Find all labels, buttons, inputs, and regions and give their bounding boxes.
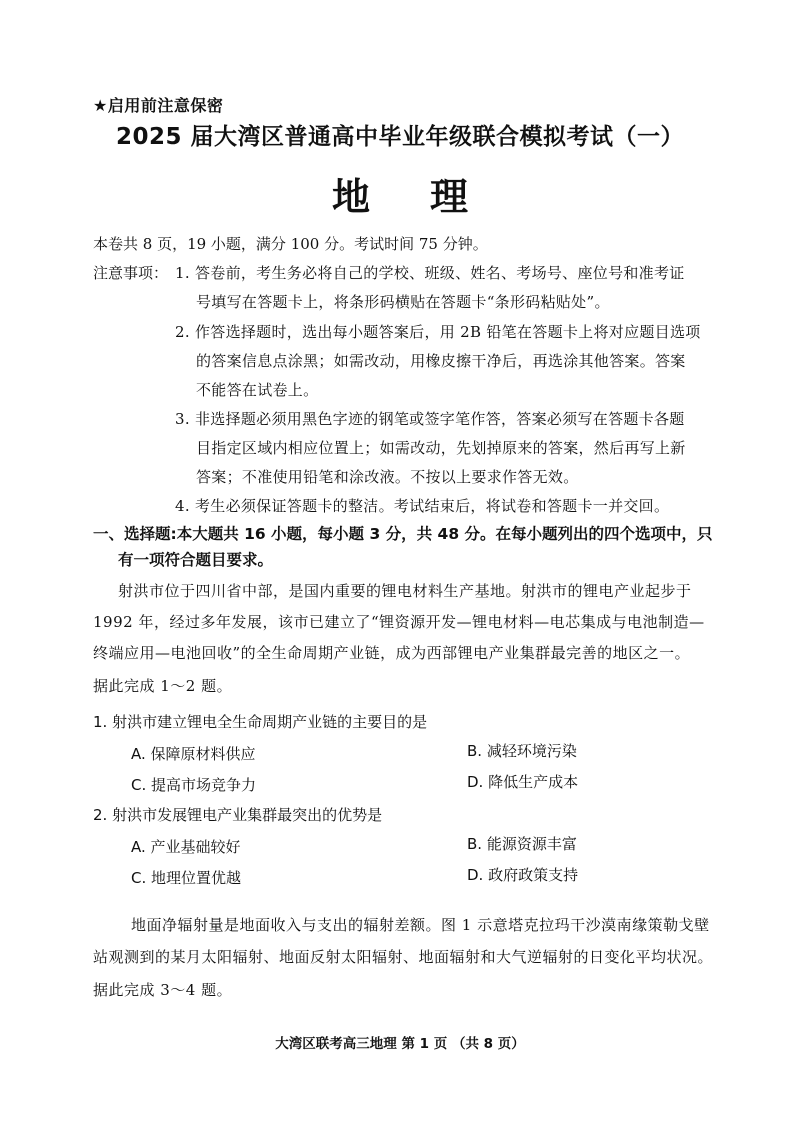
note-3-line-1: 3. 非选择题必须用黑色字迹的钢笔或签字笔作答，答案必须写在答题卡各题 (175, 410, 685, 428)
passage2-line-1: 地面净辐射量是地面收入与支出的辐射差额。图 1 示意塔克拉玛干沙漠南缘策勒戈壁 (131, 916, 710, 934)
question-2-option-c[interactable]: C. 地理位置优越 (131, 869, 242, 887)
note-2-line-2: 的答案信息点涂黑；如需改动，用橡皮擦干净后，再选涂其他答案。答案 (196, 352, 686, 370)
question-1-stem: 1. 射洪市建立锂电全生命周期产业链的主要目的是 (93, 713, 428, 731)
subject-title (0, 166, 800, 221)
note-3-line-3: 答案；不准使用铅笔和涂改液。不按以上要求作答无效。 (196, 468, 579, 486)
passage1-instruction: 据此完成 1～2 题。 (93, 677, 233, 695)
confidential-mark: ★启用前注意保密 (93, 96, 224, 115)
question-2-stem: 2. 射洪市发展锂电产业集群最突出的优势是 (93, 806, 383, 824)
notes-label: 注意事项： (93, 264, 169, 282)
note-2-line-3: 不能答在试卷上。 (196, 381, 319, 399)
passage2-line-2: 站观测到的某月太阳辐射、地面反射太阳辐射、地面辐射和大气逆辐射的日变化平均状况。 (93, 948, 714, 966)
section-heading-cont: 有一项符合题目要求。 (118, 551, 274, 569)
section-heading: 一、选择题:本大题共 16 小题，每小题 3 分，共 48 分。在每小题列出的四个选项中，只 (93, 525, 713, 543)
question-2-option-a[interactable]: A. 产业基础较好 (131, 838, 241, 856)
question-1-option-c[interactable]: C. 提高市场竞争力 (131, 776, 257, 794)
question-1-option-a[interactable]: A. 保障原材料供应 (131, 745, 256, 763)
passage1-line-3: 终端应用—电池回收”的全生命周期产业链，成为西部锂电产业集群最完善的地区之一。 (93, 644, 691, 662)
page-footer: 大湾区联考高三地理 第 1 页 （共 8 页） (275, 1036, 525, 1052)
passage2-line-3: 据此完成 3～4 题。 (93, 981, 233, 999)
question-2-option-b[interactable]: B. 能源资源丰富 (467, 835, 577, 853)
note-3-line-2: 目指定区域内相应位置上；如需改动，先划掉原来的答案，然后再写上新 (196, 439, 686, 457)
exam-intro: 本卷共 8 页，19 小题，满分 100 分。考试时间 75 分钟。 (93, 235, 488, 253)
note-1-line-2: 号填写在答题卡上，将条形码横贴在答题卡“条形码粘贴处”。 (196, 293, 610, 311)
exam-title: 2025 届大湾区普通高中毕业年级联合模拟考试（一） (115, 124, 685, 150)
question-1-option-b[interactable]: B. 减轻环境污染 (467, 742, 577, 760)
passage1-line-2: 1992 年，经过多年发展，该市已建立了“锂资源开发—锂电材料—电芯集成与电池制造— (93, 613, 705, 631)
passage1-line-1: 射洪市位于四川省中部，是国内重要的锂电材料生产基地。射洪市的锂电产业起步于 (118, 582, 692, 600)
note-2-line-1: 2. 作答选择题时，选出每小题答案后，用 2B 铅笔在答题卡上将对应题目选项 (175, 323, 701, 341)
note-4-line-1: 4. 考生必须保证答题卡的整洁。考试结束后，将试卷和答题卡一并交回。 (175, 497, 670, 515)
question-2-option-d[interactable]: D. 政府政策支持 (467, 866, 579, 884)
question-1-option-d[interactable]: D. 降低生产成本 (467, 773, 579, 791)
subject-char-2: 理 (430, 175, 469, 219)
subject-char-1: 地 (331, 175, 370, 219)
note-1-line-1: 1. 答卷前，考生务必将自己的学校、班级、姓名、考场号、座位号和准考证 (175, 264, 685, 282)
